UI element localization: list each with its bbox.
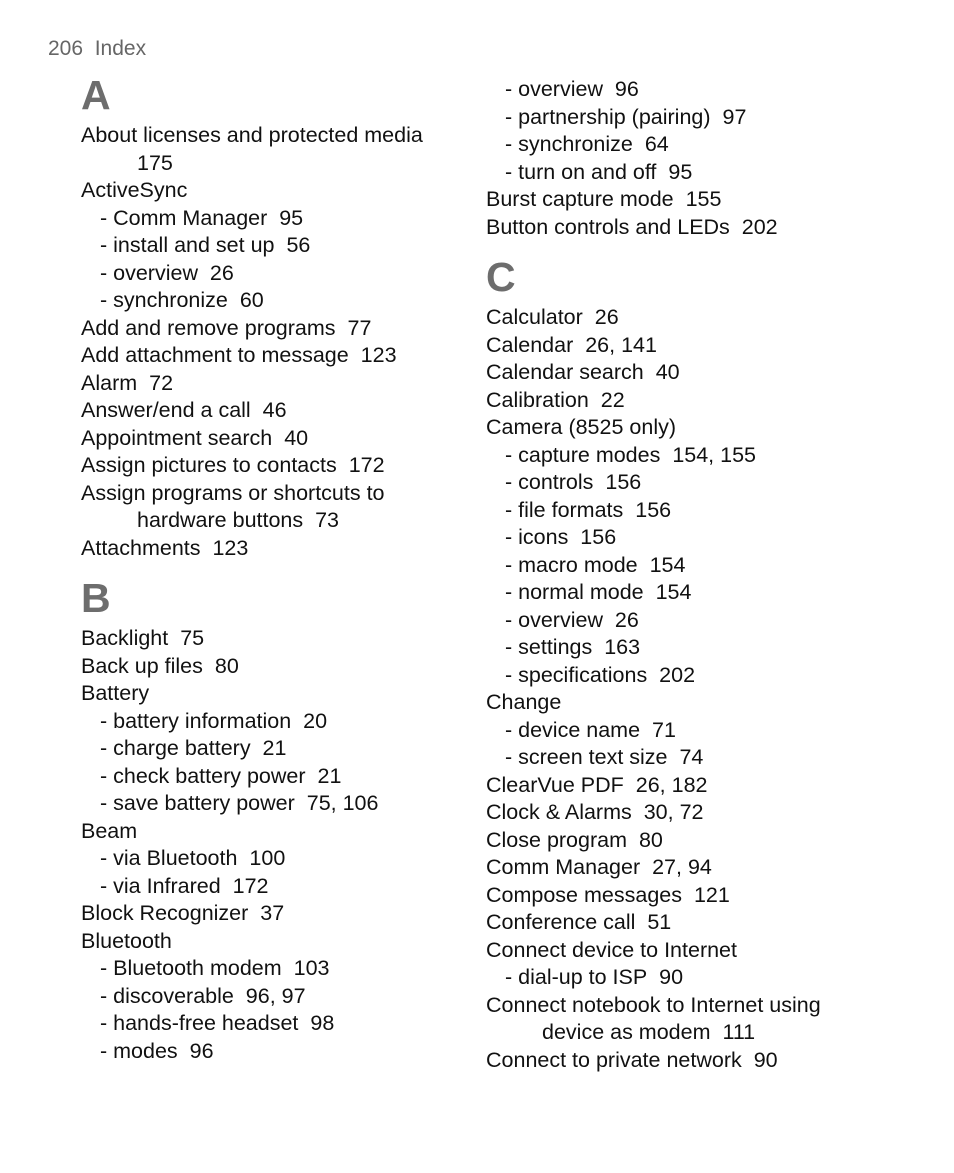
entry-text: - overview: [505, 77, 603, 101]
entry-text: - icons: [505, 525, 569, 549]
page-reference: 60: [239, 288, 264, 312]
entry-text: hardware buttons: [137, 508, 304, 532]
index-entry-continuation: [81, 150, 471, 178]
page-reference: 26, 182: [635, 772, 708, 797]
page-number: 206: [48, 37, 84, 60]
index-subentry: [486, 717, 926, 745]
page-reference: 22: [600, 387, 625, 412]
page-reference: 96, 97: [245, 983, 306, 1008]
index-subentry: [486, 469, 926, 497]
page-reference: 155: [685, 187, 722, 211]
index-subentry: [81, 790, 471, 818]
entry-text: Block Recognizer: [81, 901, 249, 925]
entry-text: ActiveSync: [81, 178, 188, 202]
index-entry: [81, 452, 471, 480]
page-reference: 90: [753, 1047, 778, 1072]
index-entry: [81, 535, 471, 563]
entry-text: - file formats: [505, 497, 624, 522]
page-reference: 172: [232, 873, 269, 898]
page-reference: 20: [303, 708, 328, 733]
entry-text: About licenses and protected media: [81, 123, 423, 147]
entry-text: Alarm: [81, 370, 138, 395]
page-reference: 46: [262, 398, 287, 422]
page-reference: 154, 155: [672, 442, 757, 467]
index-entry: [81, 625, 471, 653]
entry-text: - install and set up: [100, 233, 275, 257]
entry-text: Comm Manager: [486, 855, 641, 879]
entry-text: Calibration: [486, 387, 589, 412]
entry-text: - specifications: [505, 662, 648, 687]
index-entry: [81, 342, 471, 370]
index-entry: [486, 882, 926, 910]
page-reference: 72: [149, 370, 174, 395]
entry-text: - synchronize: [505, 132, 633, 156]
index-subentry: [81, 955, 471, 983]
index-subentry: [486, 662, 926, 690]
index-subentry: [486, 634, 926, 662]
entry-text: - normal mode: [505, 580, 644, 604]
index-subentry: [81, 845, 471, 873]
index-entry: [486, 937, 926, 965]
page-reference: 74: [679, 745, 704, 769]
entry-text: - via Bluetooth: [100, 846, 238, 870]
page-reference: 156: [605, 470, 642, 494]
page-reference: 80: [214, 653, 239, 678]
page-reference: 97: [722, 104, 747, 129]
entry-text: Assign pictures to contacts: [81, 453, 337, 477]
entry-text: - discoverable: [100, 983, 234, 1008]
page-reference: 90: [659, 965, 684, 989]
index-entry: [81, 653, 471, 681]
index-entry: [81, 397, 471, 425]
entry-text: Close program: [486, 827, 627, 852]
entry-text: Backlight: [81, 626, 169, 650]
page-reference: 77: [347, 315, 372, 340]
entry-text: Connect to private network: [486, 1047, 742, 1072]
entry-text: Connect notebook to Internet using: [486, 992, 821, 1017]
index-entry-continuation: [81, 507, 471, 535]
entry-text: Connect device to Internet: [486, 937, 737, 962]
page-reference: 75: [180, 626, 205, 650]
page-reference: 27, 94: [652, 855, 712, 879]
index-subentry: [486, 964, 926, 992]
entry-text: - save battery power: [100, 791, 295, 815]
page-reference: 163: [604, 635, 641, 659]
entry-text: - Bluetooth modem: [100, 956, 282, 980]
index-subentry: [81, 983, 471, 1011]
page-reference: 37: [260, 901, 285, 925]
index-subentry: [486, 497, 926, 525]
entry-text: Change: [486, 690, 562, 714]
index-subentry: [486, 76, 926, 104]
index-entry: [486, 799, 926, 827]
page-reference: 21: [317, 763, 342, 788]
entry-text: - dial-up to ISP: [505, 965, 648, 989]
page-reference: 202: [659, 662, 696, 687]
index-subentry: [81, 287, 471, 315]
index-subentry: [486, 442, 926, 470]
index-entry: [81, 315, 471, 343]
index-subentry: [486, 131, 926, 159]
section-letter: A: [81, 72, 111, 118]
page-reference: 103: [293, 956, 330, 980]
entry-text: Back up files: [81, 653, 203, 678]
index-entry: [486, 332, 926, 360]
entry-text: - partnership (pairing): [505, 104, 711, 129]
page-reference: 71: [652, 717, 676, 742]
page-reference: 98: [310, 1011, 335, 1035]
index-subentry: [81, 763, 471, 791]
index-entry: [81, 122, 471, 150]
entry-text: Assign programs or shortcuts to: [81, 480, 385, 505]
entry-text: Clock & Alarms: [486, 800, 632, 824]
entry-text: - macro mode: [505, 552, 638, 577]
index-subentry: [81, 873, 471, 901]
index-subentry: [81, 260, 471, 288]
index-subentry: [486, 744, 926, 772]
entry-text: Burst capture mode: [486, 187, 674, 211]
page-reference: 202: [741, 214, 778, 239]
entry-text: - synchronize: [100, 288, 228, 312]
entry-text: - screen text size: [505, 745, 668, 769]
index-entry: [81, 370, 471, 398]
index-entry-continuation: [486, 1019, 926, 1047]
index-entry: [486, 214, 926, 242]
page-reference: 80: [638, 827, 663, 852]
index-entry: [486, 186, 926, 214]
page-reference: 40: [284, 425, 309, 450]
index-subentry: [486, 104, 926, 132]
entry-text: Calculator: [486, 305, 583, 329]
index-entry: [486, 387, 926, 415]
page-reference: 26: [594, 305, 619, 329]
page-reference: 21: [262, 736, 287, 760]
entry-text: - device name: [505, 717, 641, 742]
index-subentry: [81, 1010, 471, 1038]
entry-text: - overview: [100, 260, 198, 285]
index-subentry: [81, 708, 471, 736]
index-subentry: [486, 524, 926, 552]
page-reference: 111: [722, 1020, 756, 1044]
page-reference: 95: [279, 205, 304, 230]
page-reference: 100: [249, 846, 286, 870]
entry-text: - capture modes: [505, 442, 661, 467]
entry-text: Add and remove programs: [81, 315, 336, 340]
index-entry: [81, 818, 471, 846]
page-header: [48, 37, 146, 61]
entry-text: Bluetooth: [81, 928, 172, 953]
entry-text: - modes: [100, 1038, 178, 1063]
page-reference: 30, 72: [643, 800, 704, 824]
entry-text: 175: [137, 150, 173, 175]
entry-text: - overview: [505, 607, 603, 632]
entry-text: - controls: [505, 470, 594, 494]
entry-text: ClearVue PDF: [486, 772, 624, 797]
page-reference: 172: [348, 453, 385, 477]
page-reference: 56: [286, 233, 311, 257]
entry-text: - hands-free headset: [100, 1011, 299, 1035]
index-entry: [81, 928, 471, 956]
entry-text: Add attachment to message: [81, 343, 349, 367]
page-reference: 121: [693, 882, 730, 907]
page-reference: 51: [647, 910, 672, 934]
page-reference: 123: [360, 343, 397, 367]
entry-text: Answer/end a call: [81, 398, 251, 422]
page-reference: 64: [644, 132, 669, 156]
page-reference: 156: [580, 525, 617, 549]
section-letter: C: [486, 254, 516, 300]
page-reference: 73: [315, 508, 340, 532]
page-reference: 123: [212, 535, 249, 560]
page-reference: 26: [614, 607, 639, 632]
index-subentry: [486, 552, 926, 580]
page-reference: 96: [189, 1038, 214, 1063]
index-subentry: [81, 735, 471, 763]
index-entry: [81, 480, 471, 508]
page-reference: 40: [655, 360, 680, 384]
entry-text: - turn on and off: [505, 159, 657, 184]
entry-text: Appointment search: [81, 425, 273, 450]
entry-text: Attachments: [81, 535, 201, 560]
index-subentry: [81, 205, 471, 233]
page-reference: 26, 141: [585, 332, 657, 357]
page-reference: 26: [209, 260, 234, 285]
index-subentry: [486, 607, 926, 635]
index-entry: [486, 992, 926, 1020]
page-reference: 154: [655, 580, 692, 604]
index-entry: [81, 900, 471, 928]
entry-text: Button controls and LEDs: [486, 214, 730, 239]
index-entry: [81, 177, 471, 205]
page-reference: 95: [668, 159, 693, 184]
entry-text: Beam: [81, 818, 138, 843]
index-column-right: [486, 76, 926, 1074]
page-reference: 75, 106: [306, 791, 379, 815]
entry-text: - settings: [505, 635, 593, 659]
index-entry: [486, 1047, 926, 1075]
index-column-left: [81, 72, 471, 1065]
index-entry: [486, 909, 926, 937]
index-subentry: [486, 579, 926, 607]
page-reference: 96: [614, 77, 639, 101]
entry-text: device as modem: [542, 1020, 711, 1044]
entry-text: - charge battery: [100, 736, 251, 760]
page-reference: 154: [649, 552, 686, 577]
index-subentry: [81, 1038, 471, 1066]
entry-text: - check battery power: [100, 763, 306, 788]
index-subentry: [486, 159, 926, 187]
index-entry: [486, 304, 926, 332]
index-entry: [486, 689, 926, 717]
index-entry: [486, 827, 926, 855]
entry-text: - Comm Manager: [100, 205, 268, 230]
index-entry: [486, 854, 926, 882]
entry-text: - battery information: [100, 708, 292, 733]
entry-text: Battery: [81, 681, 150, 705]
section-letter: B: [81, 575, 111, 621]
index-entry: [486, 359, 926, 387]
entry-text: Conference call: [486, 910, 636, 934]
entry-text: Calendar: [486, 332, 574, 357]
entry-text: Compose messages: [486, 882, 682, 907]
index-entry: [486, 414, 926, 442]
index-entry: [81, 425, 471, 453]
index-entry: [486, 772, 926, 800]
entry-text: - via Infrared: [100, 873, 221, 898]
entry-text: Calendar search: [486, 360, 644, 384]
entry-text: Camera (8525 only): [486, 415, 677, 439]
page-reference: 156: [635, 497, 672, 522]
header-title: Index: [94, 37, 147, 60]
index-entry: [81, 680, 471, 708]
index-subentry: [81, 232, 471, 260]
